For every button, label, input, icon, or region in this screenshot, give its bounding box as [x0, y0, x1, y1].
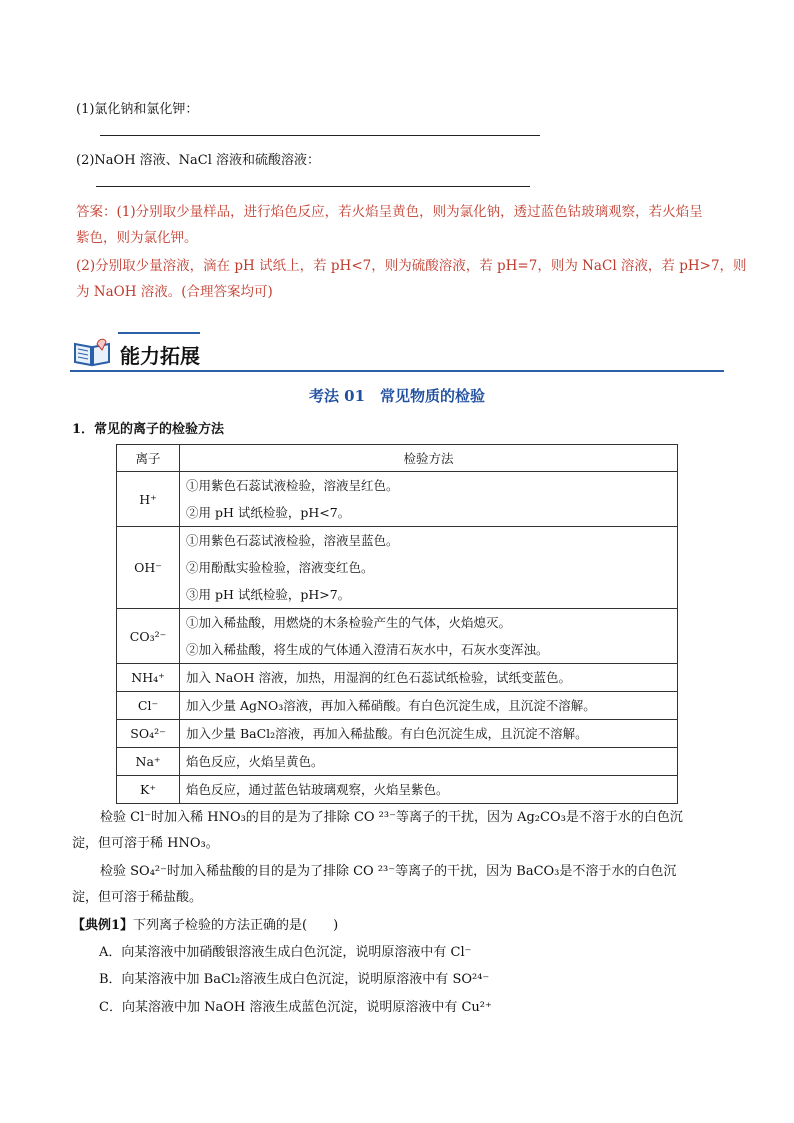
method-line: 加入 NaOH 溶液，加热，用湿润的红色石蕊试纸检验，试纸变蓝色。 — [186, 670, 571, 685]
method-line: ②加入稀盐酸，将生成的气体通入澄清石灰水中，石灰水变浑浊。 — [186, 642, 549, 657]
table-row — [117, 720, 678, 748]
table-row — [117, 609, 678, 664]
option-c[interactable]: C．向某溶液中加 NaOH 溶液生成蓝色沉淀，说明原溶液中有 Cu²⁺ — [99, 1000, 492, 1015]
method-cell — [180, 720, 678, 748]
ion-cell: Cl⁻ — [117, 692, 180, 720]
method-line: 焰色反应，火焰呈黄色。 — [186, 754, 324, 769]
answer-blank-2[interactable] — [96, 186, 530, 187]
method-line: ①用紫色石蕊试液检验，溶液呈红色。 — [186, 478, 399, 493]
table-row — [117, 472, 678, 527]
method-line: ①加入稀盐酸，用燃烧的木条检验产生的气体，火焰熄灭。 — [186, 615, 512, 630]
ion-test-table — [116, 444, 678, 804]
option-a[interactable]: A．向某溶液中加硝酸银溶液生成白色沉淀，说明原溶液中有 Cl⁻ — [99, 945, 472, 960]
table-row — [117, 776, 678, 804]
method-cell — [180, 748, 678, 776]
answer-line-4: 为 NaOH 溶液。(合理答案均可) — [76, 284, 273, 300]
example-stem: 下列离子检验的方法正确的是( ) — [133, 918, 339, 933]
method-cell — [180, 609, 678, 664]
ion-cell: OH⁻ — [117, 527, 180, 609]
method-cell — [180, 527, 678, 609]
book-icon — [72, 336, 112, 368]
method-line: ②用 pH 试纸检验，pH<7。 — [186, 505, 351, 520]
example-stem-row — [72, 914, 338, 933]
method-line: ③用 pH 试纸检验，pH>7。 — [186, 587, 351, 602]
ion-cell: H⁺ — [117, 472, 180, 527]
method-line: 加入少量 BaCl₂溶液，再加入稀盐酸。有白色沉淀生成，且沉淀不溶解。 — [186, 726, 588, 741]
header-method: 检验方法 — [180, 445, 678, 472]
method-line: 焰色反应，通过蓝色钴玻璃观察，火焰呈紫色。 — [186, 782, 449, 797]
answer-line-2: 紫色，则为氯化钾。 — [76, 230, 198, 246]
ion-cell: K⁺ — [117, 776, 180, 804]
method-cell — [180, 472, 678, 527]
table-row — [117, 748, 678, 776]
section-divider — [70, 370, 724, 372]
method-cell — [180, 692, 678, 720]
ion-cell: NH₄⁺ — [117, 664, 180, 692]
section-title: 能力拓展 — [120, 344, 200, 368]
ion-cell: CO₃²⁻ — [117, 609, 180, 664]
method-cell — [180, 664, 678, 692]
subheading: 1．常见的离子的检验方法 — [72, 422, 225, 437]
method-cell — [180, 776, 678, 804]
question-1-label: (1)氯化钠和氯化钾： — [76, 102, 199, 117]
note-1-line-2: 淀，但可溶于稀 HNO₃。 — [72, 836, 219, 851]
table-row — [117, 692, 678, 720]
table-row — [117, 527, 678, 609]
section-header — [70, 330, 724, 372]
table-row — [117, 664, 678, 692]
header-ion: 离子 — [117, 445, 180, 472]
table-header-row — [117, 445, 678, 472]
ion-cell: Na⁺ — [117, 748, 180, 776]
note-1-line-1: 检验 Cl⁻时加入稀 HNO₃的目的是为了排除 CO ²³⁻等离子的干扰，因为 Ag₂CO₃是不溶于水的白色沉 — [100, 810, 683, 825]
example-label: 【典例1】 — [72, 918, 134, 933]
ion-cell: SO₄²⁻ — [117, 720, 180, 748]
note-2-line-2: 淀，但可溶于稀盐酸。 — [72, 890, 203, 905]
kaofa-title: 考法 01 常见物质的检验 — [308, 387, 486, 405]
note-2-line-1: 检验 SO₄²⁻时加入稀盐酸的目的是为了排除 CO ²³⁻等离子的干扰，因为 BaCO₃是不溶于水的白色沉 — [100, 864, 677, 879]
answer-line-1: 答案：(1)分别取少量样品，进行焰色反应，若火焰呈黄色，则为氯化钠，透过蓝色钴玻璃观察，若火焰呈 — [76, 204, 703, 220]
answer-line-3: (2)分别取少量溶液，滴在 pH 试纸上，若 pH<7，则为硫酸溶液，若 pH=7，则为 NaCl 溶液，若 pH>7，则 — [76, 258, 747, 274]
answer-blank-1[interactable] — [100, 135, 540, 136]
section-top-divider — [118, 332, 200, 334]
method-line: 加入少量 AgNO₃溶液，再加入稀硝酸。有白色沉淀生成，且沉淀不溶解。 — [186, 698, 596, 713]
question-2-label: (2)NaOH 溶液、NaCl 溶液和硫酸溶液： — [76, 153, 321, 168]
method-line: ②用酚酞实验检验，溶液变红色。 — [186, 560, 374, 575]
method-line: ①用紫色石蕊试液检验，溶液呈蓝色。 — [186, 533, 399, 548]
option-b[interactable]: B．向某溶液中加 BaCl₂溶液生成白色沉淀，说明原溶液中有 SO²⁴⁻ — [99, 972, 490, 987]
